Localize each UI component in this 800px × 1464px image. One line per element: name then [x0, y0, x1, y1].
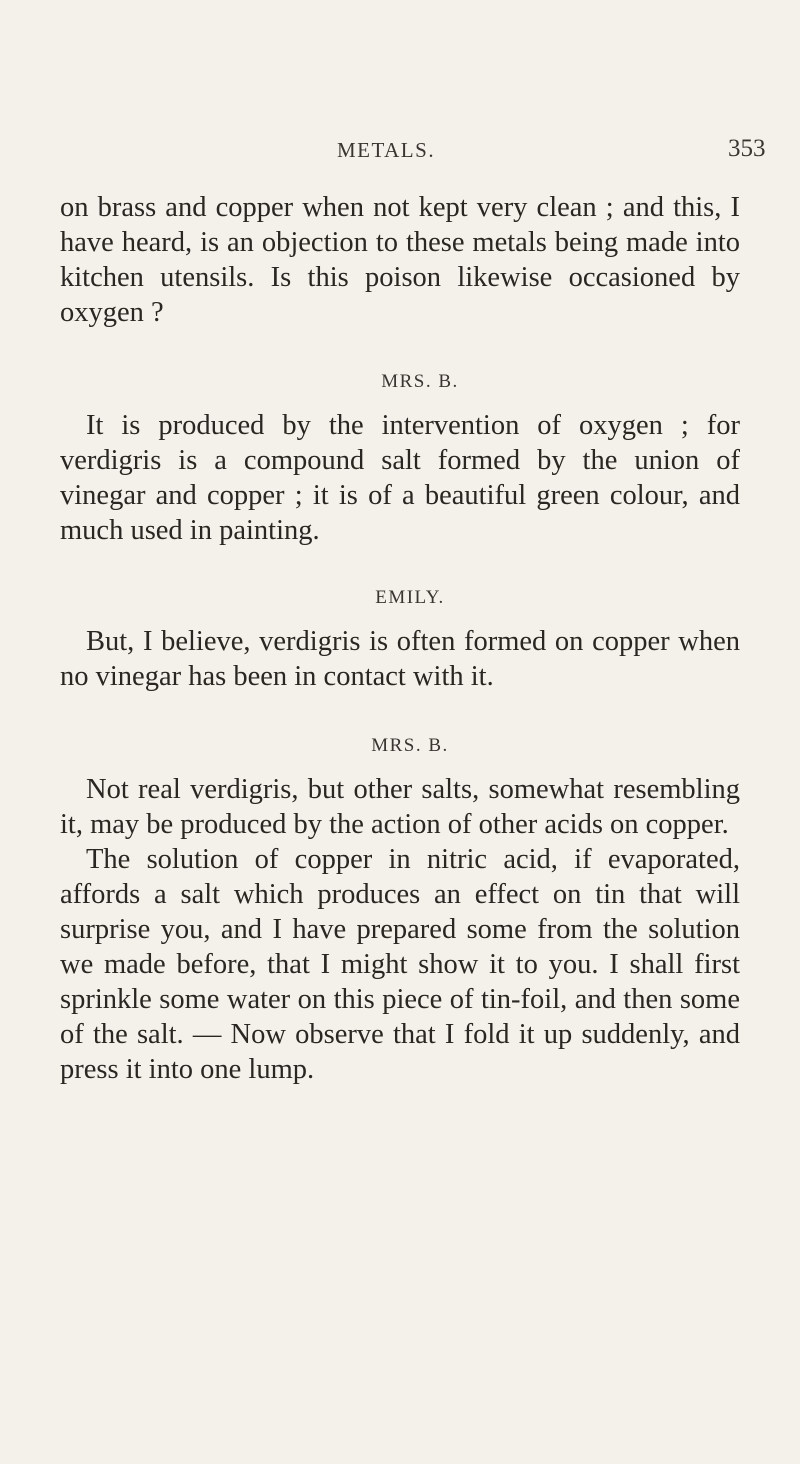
speaker-label: MRS. B.	[381, 371, 459, 392]
speaker-label: MRS. B.	[371, 735, 449, 756]
paragraph: on brass and copper when not kept very clean ; and this, I have heard, is an objection to these metals being made into kitchen utensils. Is this poison likewise occasioned by oxygen ?	[60, 192, 740, 328]
running-title: METALS.	[337, 138, 436, 162]
body-text	[60, 190, 740, 1087]
paragraph: Not real verdigris, but other salts, somewhat resembling it, may be produced by the action of other acids on copper.	[60, 774, 740, 840]
page-number: 353	[728, 135, 766, 162]
paragraph: The solution of copper in nitric acid, if evaporated, affords a salt which produces an effect on tin that will surprise you, and I have prepared some from the solution we made before, that I might show it to you. I shall first sprinkle some water on this piece of tin-foil, and then some of the salt. — Now observe that I fold it up suddenly, and press it into one lump.	[60, 844, 740, 1085]
speaker-label: EMILY.	[375, 587, 445, 608]
running-head	[0, 135, 800, 178]
paragraph: It is produced by the intervention of oxygen ; for verdigris is a compound salt formed by the union of vinegar and copper ; it is of a beautiful green colour, and much used in painting.	[60, 410, 740, 546]
paragraph: But, I believe, verdigris is often formed on copper when no vinegar has been in contact with it.	[60, 626, 740, 692]
